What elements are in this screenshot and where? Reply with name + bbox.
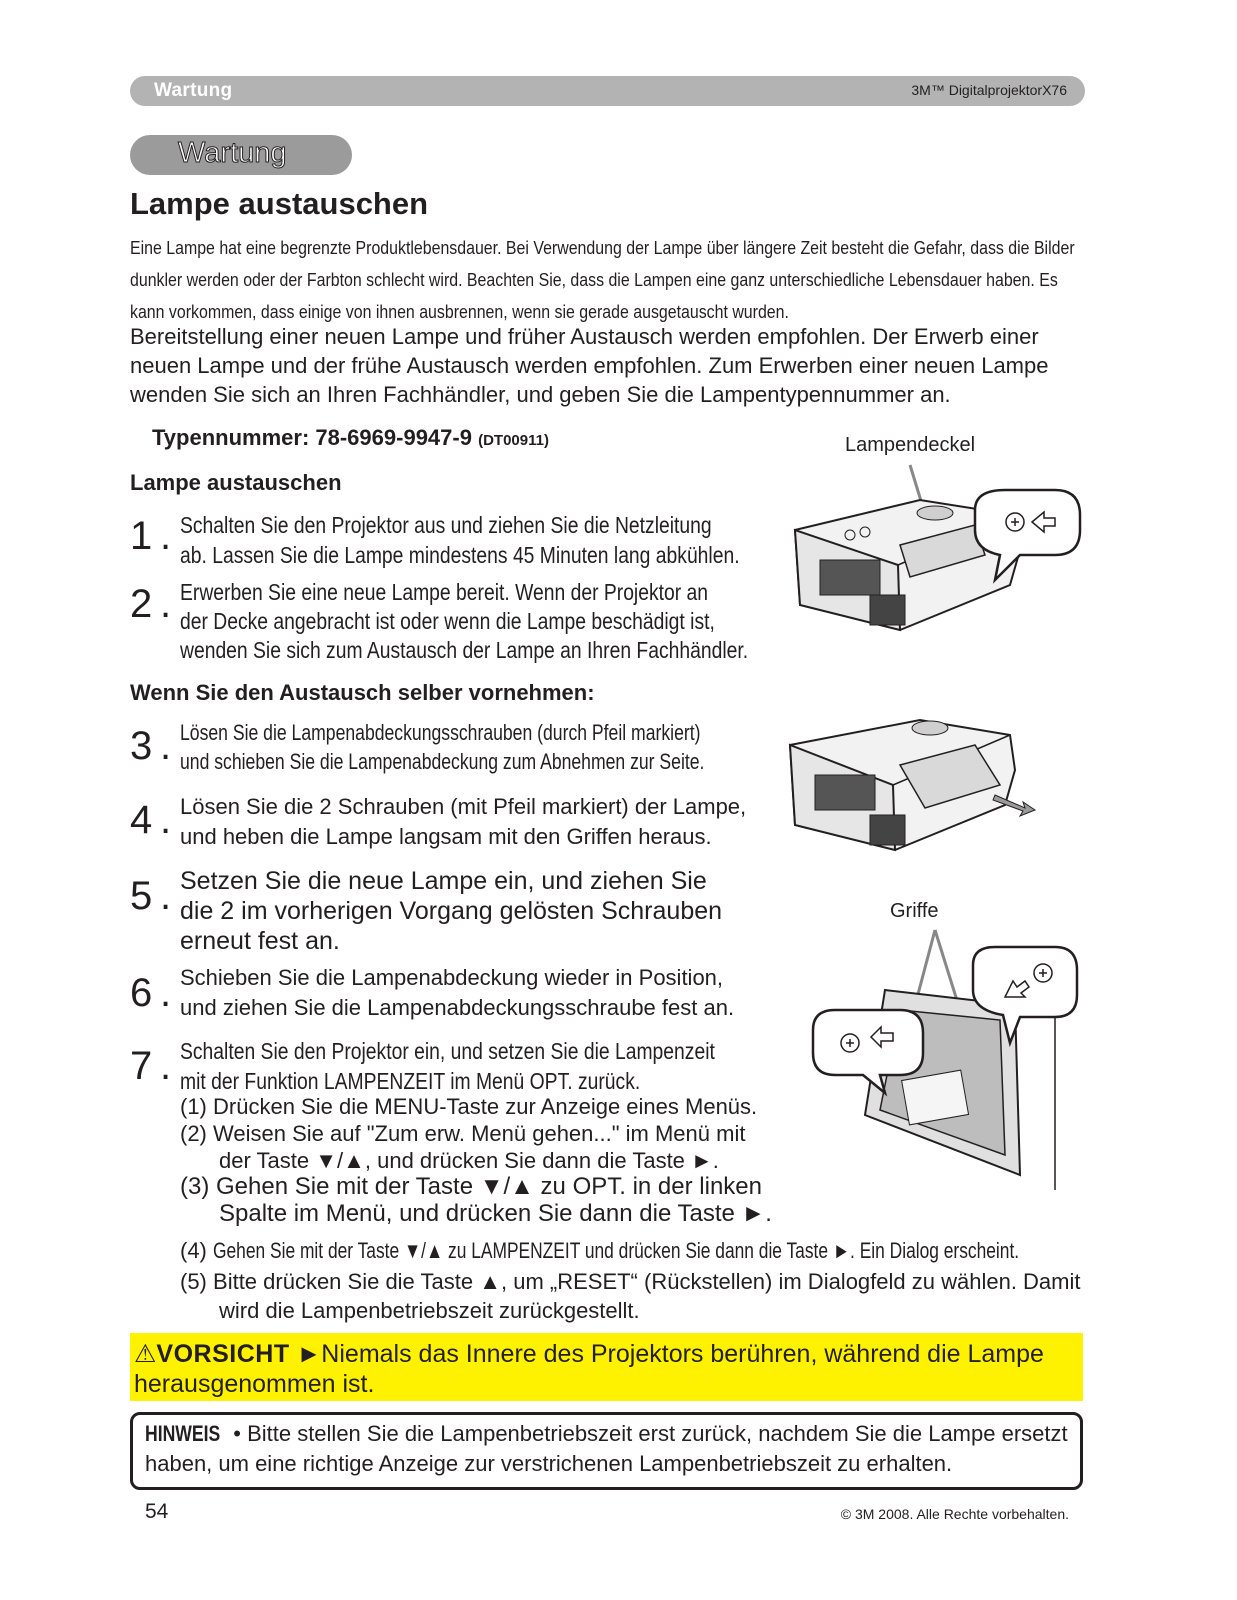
substep-number: (1)	[180, 1094, 207, 1119]
type-number-label: Typennummer: 78-6969-9947-9	[152, 425, 472, 450]
substep-text: Drücken Sie die MENU-Taste zur Anzeige eines Menüs.	[213, 1094, 758, 1119]
step-line: mit der Funktion LAMPENZEIT im Menü OPT. zurück.	[180, 1068, 641, 1094]
step-line: erneut fest an.	[180, 927, 340, 955]
substep-text: Bitte drücken Sie die Taste ▲, um „RESET“ (Rückstellen) im Dialogfeld zu wählen. Damit	[213, 1269, 1081, 1294]
intro-narrow-text: Eine Lampe hat eine begrenzte Produktlebensdauer. Bei Verwendung der Lampe über längere Zeit besteht die Gefahr, dass die Bilder dunkler werden oder der Farbton schlecht wird. Beachten Sie, dass die Lampen eine ganz unterschiedliche Lebensdauer haben. Es kann vorkommen, dass einige von ihnen ausbrennen, wenn sie gerade ausgetauscht wurden.	[130, 237, 1075, 322]
substep-text: Weisen Sie auf "Zum erw. Menü gehen..." im Menü mit	[213, 1121, 746, 1146]
type-number	[152, 425, 549, 451]
substep-1	[180, 1094, 757, 1120]
step-line: Setzen Sie die neue Lampe ein, und ziehen Sie	[180, 867, 707, 895]
substep-3-line2: Spalte im Menü, und drücken Sie dann die Taste ►.	[219, 1200, 772, 1227]
page-title: Lampe austauschen	[130, 186, 429, 221]
subheading-lamp-replace: Lampe austauschen	[130, 470, 342, 495]
step-line: und ziehen Sie die Lampenabdeckungsschraube fest an.	[180, 995, 735, 1020]
step-line: Schalten Sie den Projektor aus und ziehen Sie die Netzleitung	[180, 512, 712, 538]
step-number: 5	[130, 874, 153, 918]
step-line: ab. Lassen Sie die Lampe mindestens 45 Minuten lang abkühlen.	[180, 542, 740, 568]
step-line: Lösen Sie die 2 Schrauben (mit Pfeil markiert) der Lampe,	[180, 794, 747, 819]
step-line: Erwerben Sie eine neue Lampe bereit. Wenn der Projektor an	[180, 579, 709, 605]
copyright: © 3M 2008. Alle Rechte vorbehalten.	[840, 1506, 1069, 1522]
substep-3	[180, 1173, 762, 1201]
step-line: und heben die Lampe langsam mit den Griffen heraus.	[180, 824, 712, 849]
label-lamp-cover: Lampendeckel	[845, 434, 976, 456]
step-line: wenden Sie sich zum Austausch der Lampe an Ihren Fachhändler.	[180, 637, 749, 663]
chapter-title: Wartung	[178, 137, 287, 169]
step-number: 6	[130, 971, 153, 1015]
note-text: • Bitte stellen Sie die Lampenbetriebszeit erst zurück, nachdem Sie die Lampe ersetzt haben, um eine richtige Anzeige zur verstrichenen Lampenbetriebszeit zu erhalten.	[145, 1421, 1068, 1476]
step-line: Schalten Sie den Projektor ein, und setzen Sie die Lampenzeit	[180, 1038, 715, 1064]
step-line: Lösen Sie die Lampenabdeckungsschrauben (durch Pfeil markiert)	[180, 720, 701, 745]
step-line: die 2 im vorherigen Vorgang gelösten Schrauben	[180, 897, 723, 925]
projector-lamp-cover-illustration	[780, 455, 1090, 670]
warning-icon: ⚠	[134, 1340, 157, 1368]
substep-5	[180, 1269, 1081, 1295]
header-product: 3M™ DigitalprojektorX76	[911, 82, 1067, 98]
type-number-code: (DT00911)	[478, 432, 549, 449]
step-number: 3	[130, 724, 153, 768]
step-number: 1	[130, 514, 153, 558]
caution-text: ►Niemals das Innere des Projektors berühren, während die Lampe herausgenommen ist.	[134, 1340, 1044, 1398]
lamp-handles-illustration	[805, 925, 1085, 1190]
step-number: 2	[130, 582, 153, 626]
substep-2	[180, 1121, 745, 1147]
caution-keyword: VORSICHT	[156, 1340, 290, 1368]
chapter-title-pill	[130, 135, 352, 175]
substep-5-line2: wird die Lampenbetriebszeit zurückgestellt.	[219, 1298, 640, 1323]
substep-text: Gehen Sie mit der Taste ▼/▲ zu OPT. in der linken	[216, 1173, 762, 1200]
caution-box	[130, 1333, 1083, 1401]
step-line: Schieben Sie die Lampenabdeckung wieder in Position,	[180, 965, 724, 990]
substep-number: (4)	[180, 1238, 207, 1263]
projector-cover-removal-illustration	[780, 710, 1050, 880]
substep-2-line2: der Taste ▼/▲, und drücken Sie dann die Taste ►.	[219, 1148, 719, 1173]
step-line: und schieben Sie die Lampenabdeckung zum Abnehmen zur Seite.	[180, 749, 705, 774]
step-number: 4	[130, 798, 153, 842]
substep-number: (3)	[180, 1173, 210, 1200]
step-number: 7	[130, 1044, 153, 1088]
intro-paragraph: Bereitstellung einer neuen Lampe und früher Austausch werden empfohlen. Der Erwerb einer neuen Lampe und der frühe Austausch werden empfohlen. Zum Erwerben einer neuen Lampe wenden Sie sich an Ihren Fachhändler, und geben Sie die Lampentypennummer an.	[130, 324, 1049, 407]
header-section: Wartung	[154, 80, 233, 101]
substep-text: Gehen Sie mit der Taste ▼/▲ zu LAMPENZEIT und drücken Sie dann die Taste ►. Ein Dialog erscheint.	[213, 1238, 1020, 1263]
intro-paragraph-narrow	[130, 232, 1085, 328]
substep-number: (2)	[180, 1121, 207, 1146]
note-box	[130, 1412, 1083, 1490]
page-number: 54	[145, 1500, 169, 1523]
substep-4	[180, 1238, 1233, 1264]
header-bar	[130, 76, 1085, 106]
note-keyword: HINWEIS	[145, 1421, 221, 1446]
subheading-self-replace: Wenn Sie den Austausch selber vornehmen:	[130, 680, 595, 705]
step-line: der Decke angebracht ist oder wenn die Lampe beschädigt ist,	[180, 608, 715, 634]
substep-number: (5)	[180, 1269, 207, 1294]
label-handles: Griffe	[890, 900, 939, 922]
